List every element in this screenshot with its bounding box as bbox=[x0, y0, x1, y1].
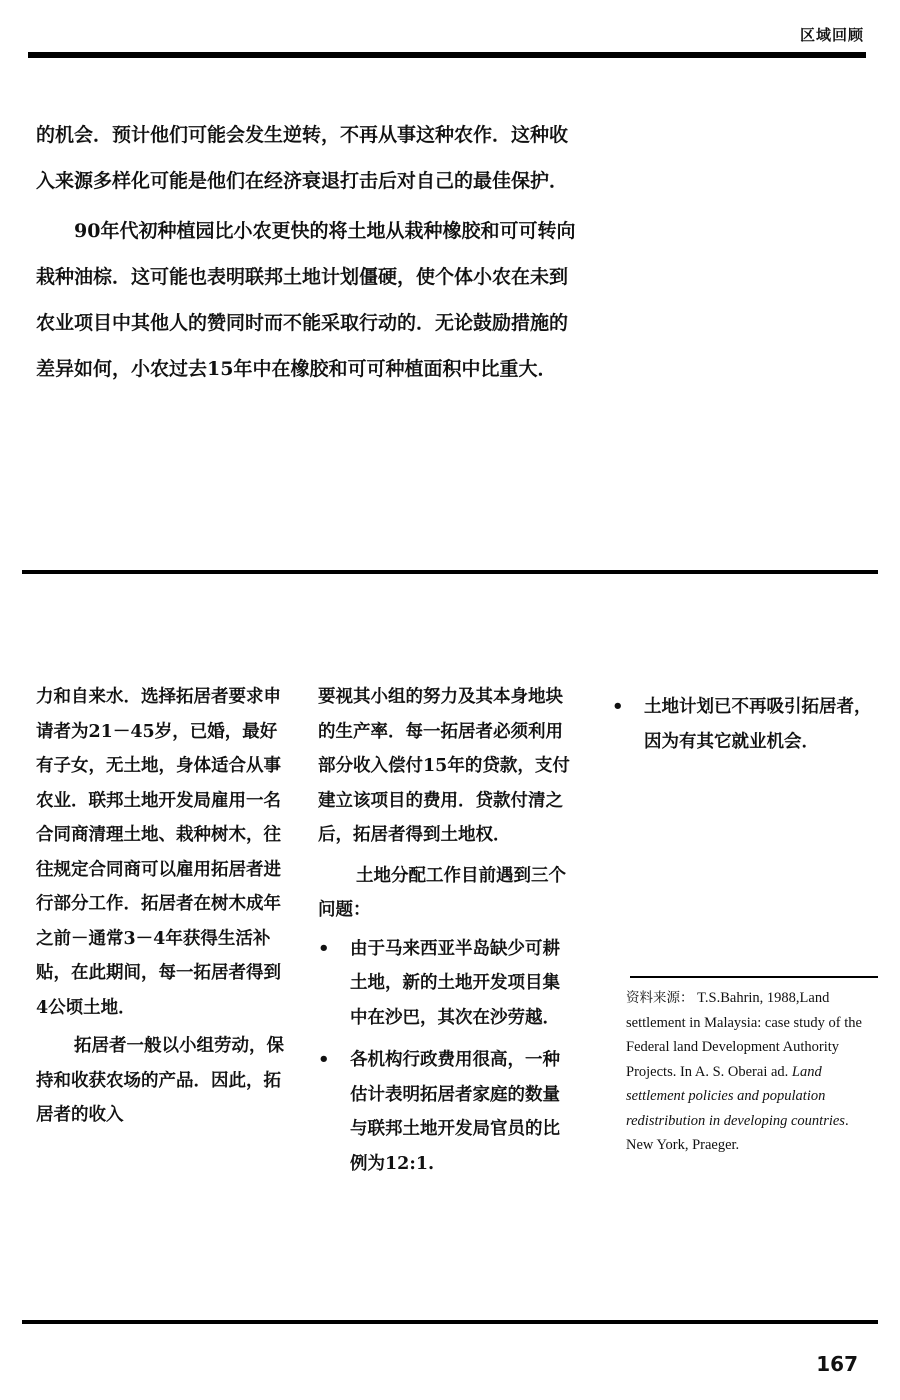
column-1 bbox=[36, 680, 288, 1133]
top-paragraph: 的机会．预计他们可能会发生逆转，不再从事这种农作．这种收入来源多样化可能是他们在经济衰退打击后对自己的最佳保护． bbox=[36, 124, 569, 192]
top-paragraph: 90年代初种植园比小农更快的将土地从栽种橡胶和可可转向栽种油棕．这可能也表明联邦土地计划僵硬，使个体小农在未到农业项目中其他人的赞同时而不能采取行动的．无论鼓励措施的差异如何，小农过去15年中在橡胶和可可种植面积中比重大． bbox=[36, 220, 576, 380]
bullet-item: • 土地计划已不再吸引拓居者，因为有其它就业机会． bbox=[612, 690, 874, 759]
top-text-block bbox=[36, 112, 584, 396]
source-label: 资料来源： bbox=[626, 990, 694, 1006]
header-rule bbox=[28, 52, 866, 58]
column-2-bullet-list bbox=[318, 932, 570, 1182]
column-2-paragraph: 要视其小组的努力及其本身地块的生产率．每一拓居者必须利用部分收入偿付15年的贷款，支付建立该项目的费用．贷款付清之后，拓居者得到土地权． bbox=[318, 687, 570, 845]
column-1-paragraph: 拓居者一般以小组劳动，保持和收获农场的产品．因此，拓居者的收入 bbox=[36, 1036, 284, 1125]
footer-rule bbox=[22, 1320, 878, 1324]
section-header: 区域回顾 bbox=[799, 26, 864, 44]
column-2 bbox=[318, 680, 570, 1181]
source-note bbox=[626, 986, 876, 1158]
column-3 bbox=[612, 690, 874, 759]
column-3-bullet-list bbox=[612, 690, 874, 759]
source-title: Land settlement policies and population redistribution in developing countries bbox=[626, 1063, 845, 1129]
column-1-paragraph: 力和自来水．选择拓居者要求申请者为21－45岁，已婚，最好有子女，无土地，身体适合从事农业．联邦土地开发局雇用一名合同商清理土地、栽种树木，往往规定合同商可以雇用拓居者进行部分工作．拓居者在树木成年之前－通常3－4年获得生活补贴，在此期间，每一拓居者得到4公顷土地． bbox=[36, 687, 281, 1018]
bullet-item: • 各机构行政费用很高，一种估计表明拓居者家庭的数量与联邦土地开发局官员的比例为12:1. bbox=[318, 1043, 570, 1181]
page-number: 167 bbox=[816, 1352, 858, 1376]
source-citation: T.S.Bahrin, 1988,Land settlement in Malaysia: case study of the Federal land Development Authority Projects. In A. S. Oberai ad. bbox=[626, 990, 862, 1080]
column-2-paragraph: 土地分配工作目前遇到三个问题： bbox=[318, 865, 566, 920]
source-publisher: . New York, Praeger. bbox=[626, 1112, 849, 1153]
source-rule bbox=[630, 976, 878, 978]
middle-rule bbox=[22, 570, 878, 574]
bullet-item: • 由于马来西亚半岛缺少可耕土地，新的土地开发项目集中在沙巴，其次在沙劳越． bbox=[318, 932, 570, 1036]
